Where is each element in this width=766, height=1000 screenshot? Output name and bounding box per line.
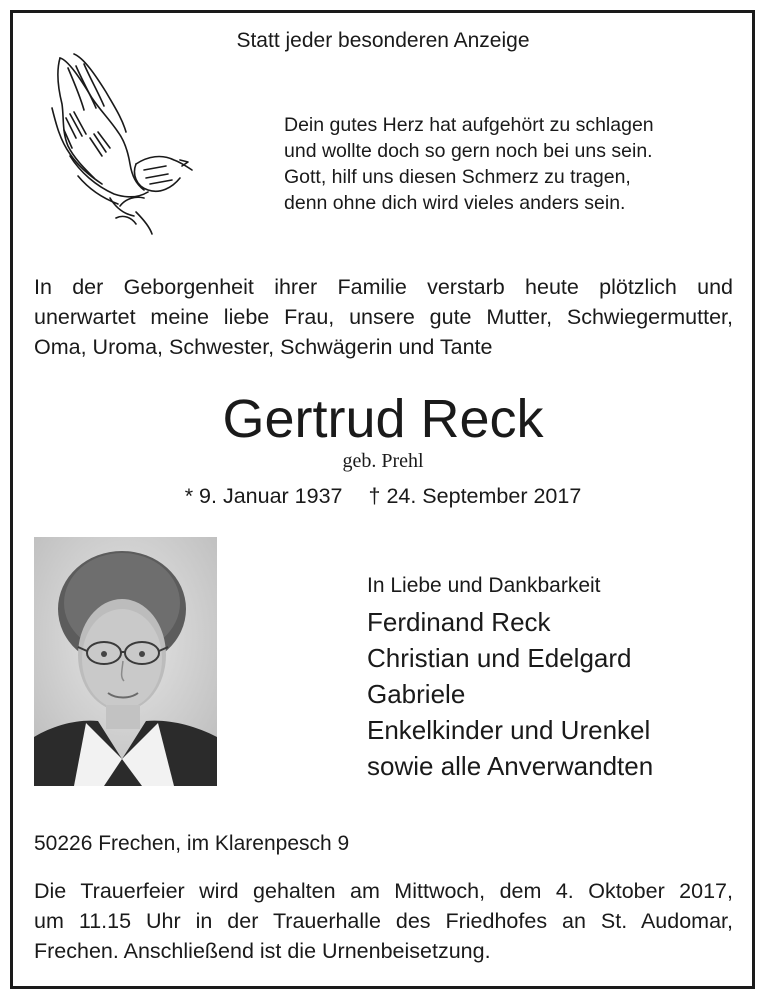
intro-line: unerwartet meine liebe Frau, unsere gute Mutter, Schwiegermutter, — [34, 305, 733, 329]
poem-line: Gott, hilf uns diesen Schmerz zu tragen, — [284, 166, 631, 188]
address: 50226 Frechen, im Klarenpesch 9 — [34, 832, 350, 855]
funeral-line: Die Trauerfeier wird gehalten am Mittwoch, dem 4. Oktober 2017, — [34, 879, 733, 903]
portrait-photo — [34, 537, 217, 786]
death-date: † 24. September 2017 — [368, 484, 582, 508]
maiden-name: geb. Prehl — [342, 450, 424, 472]
funeral-info — [34, 876, 733, 966]
mourner: Enkelkinder und Urenkel — [367, 715, 651, 745]
mourner: sowie alle Anverwandten — [367, 751, 654, 781]
mourner: Gabriele — [367, 679, 466, 709]
mourner: Ferdinand Reck — [367, 607, 551, 637]
poem-line: und wollte doch so gern noch bei uns sein. — [284, 140, 653, 162]
life-dates — [0, 484, 766, 509]
mourners-list — [367, 604, 653, 784]
funeral-line: Frechen. Anschließend ist die Urnenbeisetzung. — [34, 939, 491, 963]
intro-line: Oma, Uroma, Schwester, Schwägerin und Tante — [34, 335, 493, 359]
mourner: Christian und Edelgard — [367, 643, 632, 673]
gratitude-line: In Liebe und Dankbarkeit — [367, 574, 601, 597]
praying-hands-icon — [40, 48, 200, 236]
poem-line: denn ohne dich wird vieles anders sein. — [284, 192, 626, 214]
deceased-name: Gertrud Reck — [222, 389, 544, 449]
poem — [284, 112, 654, 216]
death-announcement-text — [34, 272, 733, 362]
birth-date: * 9. Januar 1937 — [184, 484, 343, 508]
poem-line: Dein gutes Herz hat aufgehört zu schlagen — [284, 114, 654, 136]
funeral-line: um 11.15 Uhr in der Trauerhalle des Friedhofes an St. Audomar, — [34, 909, 733, 933]
intro-line: In der Geborgenheit ihrer Familie verstarb heute plötzlich und — [34, 275, 733, 299]
notice-header: Statt jeder besonderen Anzeige — [236, 29, 530, 52]
